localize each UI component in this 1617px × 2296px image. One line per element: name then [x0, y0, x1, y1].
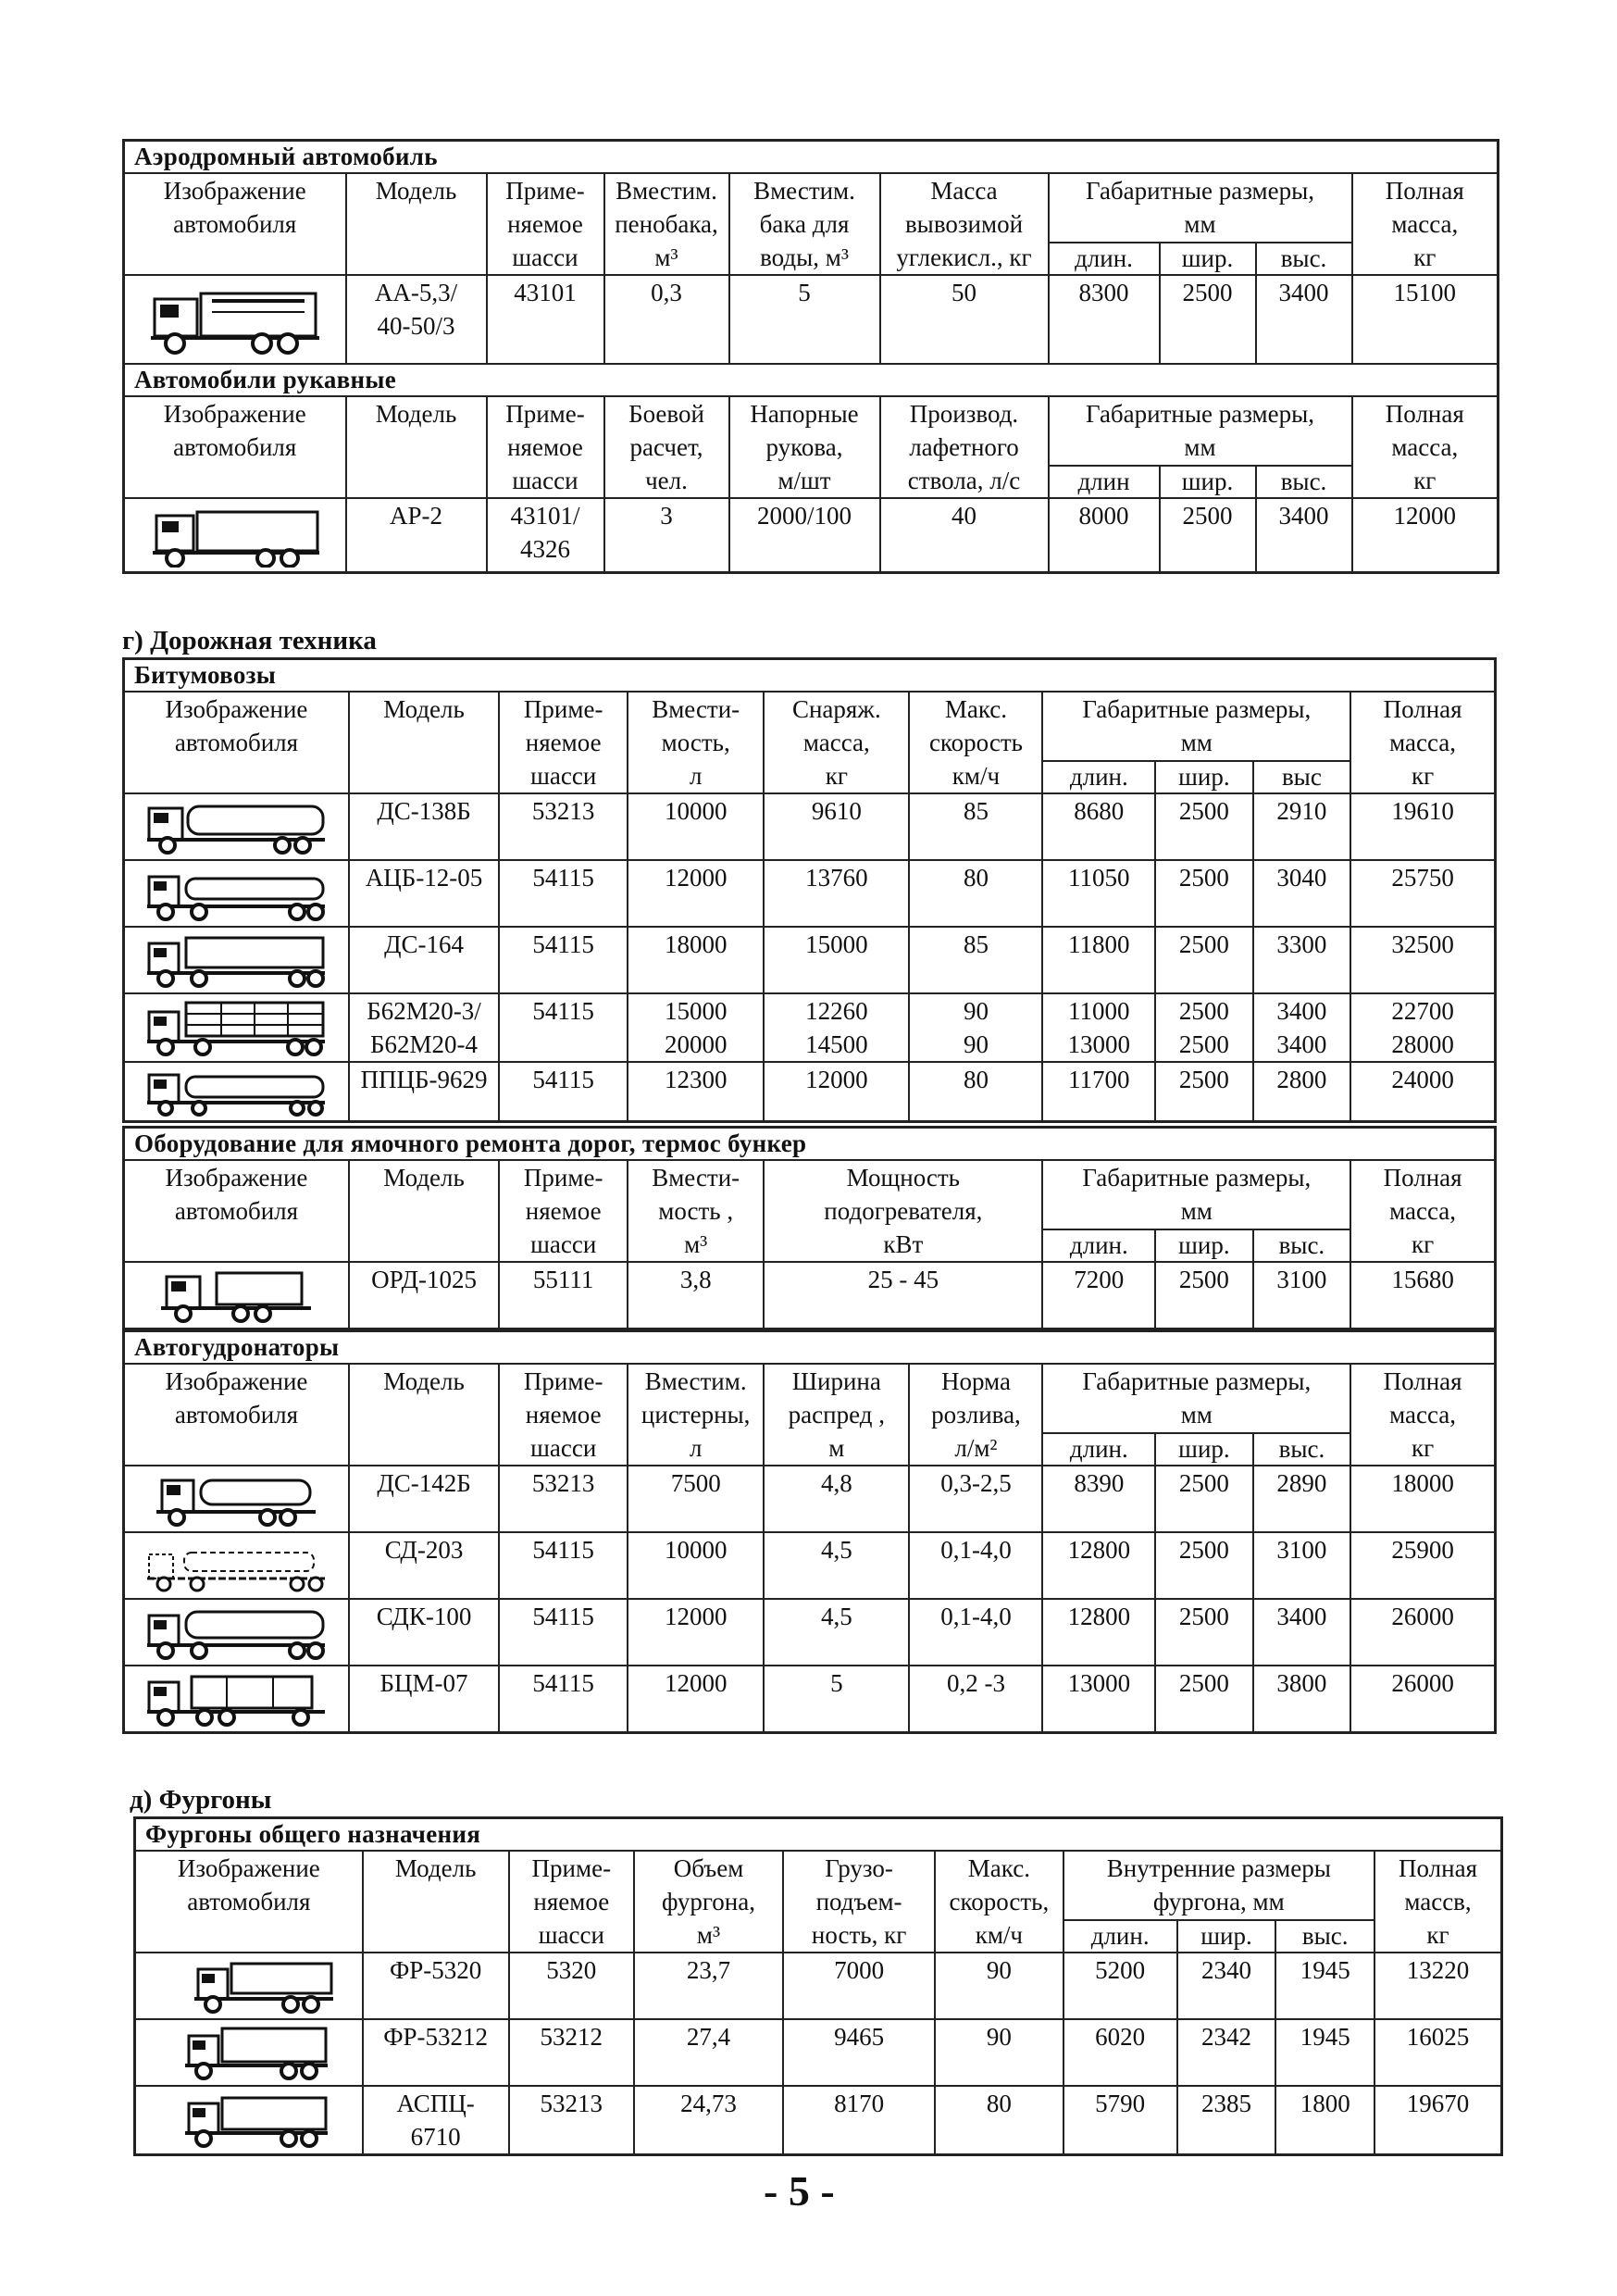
cell: 26000 [1350, 1666, 1495, 1732]
table-row [124, 993, 1496, 1062]
table-row [124, 1262, 1496, 1329]
table-row [124, 793, 1496, 860]
repair-table [122, 1126, 1497, 1330]
hydro-table [122, 1329, 1497, 1734]
table-row [135, 2086, 1502, 2155]
col-header: Изображение автомобиля [135, 1851, 363, 1953]
cell: ДС-142Б [349, 1466, 499, 1532]
cell: 0,3 [604, 275, 729, 364]
cell: 54115 [499, 860, 628, 927]
cell: 11050 [1042, 860, 1155, 927]
cell: 12800 [1042, 1532, 1155, 1599]
van-truck-icon [135, 2019, 363, 2086]
table-row [124, 860, 1496, 927]
cell: 80 [909, 1062, 1042, 1121]
cell: 13760 [764, 860, 909, 927]
cell: 3400 [1253, 1599, 1350, 1666]
cell: 2500 [1155, 1599, 1252, 1666]
cell: 13000 [1042, 1666, 1155, 1732]
cell: 15000 20000 [628, 993, 764, 1062]
dim-width: шир. [1155, 1433, 1252, 1466]
tanker-truck-icon [124, 793, 349, 860]
cell: 11800 [1042, 927, 1155, 993]
col-header: Изображение автомобиля [124, 1160, 349, 1262]
dim-length: длин. [1063, 1920, 1177, 1953]
col-header: Модель [346, 173, 487, 275]
cell: БЦМ-07 [349, 1666, 499, 1732]
tanker-truck-icon [124, 993, 349, 1062]
cell: 19670 [1374, 2086, 1501, 2155]
col-header-dims: Габаритные размеры, мм [1042, 1160, 1350, 1229]
col-header: Изображение автомобиля [124, 1364, 349, 1466]
dim-height: выс. [1253, 1229, 1350, 1262]
cell: 2500 [1155, 927, 1252, 993]
cell: 13220 [1374, 1953, 1501, 2019]
dim-height: выс. [1275, 1920, 1374, 1953]
col-header: Масса вывозимой углекисл., кг [880, 173, 1049, 275]
cell: 18000 [1350, 1466, 1495, 1532]
col-header: Изображение автомобиля [124, 396, 346, 498]
col-header: Полная масса, кг [1352, 173, 1499, 275]
col-header: Модель [349, 1364, 499, 1466]
road-table [122, 657, 1497, 1123]
cell: 2340 [1177, 1953, 1276, 2019]
cell: 55111 [499, 1262, 628, 1329]
cell: 80 [909, 860, 1042, 927]
cell: 80 [935, 2086, 1063, 2155]
cell: 3800 [1253, 1666, 1350, 1732]
cell: 3300 [1253, 927, 1350, 993]
col-header: Вместим. пенобака, м³ [604, 173, 729, 275]
cell: 2385 [1177, 2086, 1276, 2155]
cell: 90 [935, 1953, 1063, 2019]
cell: СДК-100 [349, 1599, 499, 1666]
cell: 1945 [1275, 1953, 1374, 2019]
cell: 2500 [1155, 1062, 1252, 1121]
cell: АЦБ-12-05 [349, 860, 499, 927]
cell: 85 [909, 793, 1042, 860]
cell: 2500 [1160, 498, 1256, 572]
cell: 26000 [1350, 1599, 1495, 1666]
cell: 54115 [499, 927, 628, 993]
cell: 23,7 [634, 1953, 783, 2019]
cell: 3100 [1253, 1532, 1350, 1599]
dim-width: шир. [1155, 1229, 1252, 1262]
dim-height: выс. [1256, 243, 1352, 275]
col-header: Боевой расчет, чел. [604, 396, 729, 498]
tanker-truck-icon [124, 1062, 349, 1121]
truck-icon [124, 275, 346, 364]
cell: 4,8 [764, 1466, 909, 1532]
section-title-road: г) Дорожная техника [122, 626, 377, 655]
cell: 5320 [509, 1953, 634, 2019]
cell: 5 [729, 275, 880, 364]
cell: 15000 [764, 927, 909, 993]
cell: 15100 [1352, 275, 1499, 364]
cell: 2500 [1155, 1666, 1252, 1732]
cell: 4,5 [764, 1599, 909, 1666]
cell: 18000 [628, 927, 764, 993]
dim-length: длин. [1042, 1229, 1155, 1262]
col-header: Приме- няемое шасси [509, 1851, 634, 1953]
col-header: Норма розлива, л/м² [909, 1364, 1042, 1466]
cell: 3400 [1256, 275, 1352, 364]
table-row [135, 2019, 1502, 2086]
cell: АСПЦ- 6710 [363, 2086, 509, 2155]
cell: 12000 [628, 1666, 764, 1732]
cell: ДС-138Б [349, 793, 499, 860]
vans-table [133, 1816, 1503, 2156]
cell: 54115 [499, 993, 628, 1062]
group-title: Аэродромный автомобиль [124, 141, 1499, 174]
cell: 5 [764, 1666, 909, 1732]
col-header: Полная массв, кг [1374, 1851, 1501, 1953]
dim-width: шир. [1160, 243, 1256, 275]
table-row [124, 1532, 1496, 1599]
col-header: Вместим. бака для воды, м³ [729, 173, 880, 275]
dim-length: длин [1049, 466, 1160, 498]
cell: 8170 [783, 2086, 935, 2155]
cell: 1800 [1275, 2086, 1374, 2155]
cell: 2500 2500 [1155, 993, 1252, 1062]
cell: 90 90 [909, 993, 1042, 1062]
group-title: Автогудронаторы [124, 1331, 1496, 1365]
cell: 7000 [783, 1953, 935, 2019]
cell: 8000 [1049, 498, 1160, 572]
cell: 53213 [499, 793, 628, 860]
cell: 0,3-2,5 [909, 1466, 1042, 1532]
cell: 24,73 [634, 2086, 783, 2155]
cell: 11700 [1042, 1062, 1155, 1121]
tanker-truck-icon [124, 1599, 349, 1666]
col-header-dims: Внутренние размеры фургона, мм [1063, 1851, 1374, 1920]
cell: 8300 [1049, 275, 1160, 364]
page-number: - 5 - [764, 2167, 835, 2215]
dim-length: длин. [1042, 1433, 1155, 1466]
dim-width: шир. [1177, 1920, 1276, 1953]
col-header: Приме- няемое шасси [487, 396, 604, 498]
dim-height: выс [1253, 761, 1350, 793]
col-header: Полная масса, кг [1350, 1364, 1495, 1466]
cell: 1945 [1275, 2019, 1374, 2086]
cell: 25900 [1350, 1532, 1495, 1599]
cell: 3 [604, 498, 729, 572]
cell: 2890 [1253, 1466, 1350, 1532]
cell: 2500 [1155, 1532, 1252, 1599]
cell: 8390 [1042, 1466, 1155, 1532]
cell: 0,2 -3 [909, 1666, 1042, 1732]
table-row [124, 1666, 1496, 1732]
cell: 3400 [1256, 498, 1352, 572]
table-row [124, 927, 1496, 993]
cell: 6020 [1063, 2019, 1177, 2086]
dim-height: выс. [1256, 466, 1352, 498]
truck-icon [124, 1262, 349, 1329]
dim-length: длин. [1049, 243, 1160, 275]
cell: 43101/ 4326 [487, 498, 604, 572]
col-header: Полная масса, кг [1350, 692, 1495, 793]
cell: 5200 [1063, 1953, 1177, 2019]
aero-table [122, 139, 1499, 574]
cell: 2500 [1155, 1262, 1252, 1329]
col-header: Приме- няемое шасси [499, 1364, 628, 1466]
cell: ППЦБ-9629 [349, 1062, 499, 1121]
group-title: Оборудование для ямочного ремонта дорог, термос бункер [124, 1128, 1496, 1161]
cell: 54115 [499, 1666, 628, 1732]
cell: ОРД-1025 [349, 1262, 499, 1329]
cell: 4,5 [764, 1532, 909, 1599]
col-header: Мощность подогревателя, кВт [764, 1160, 1042, 1262]
cell: 2910 [1253, 793, 1350, 860]
cell: 9610 [764, 793, 909, 860]
col-header: Полная масса, кг [1352, 396, 1499, 498]
cell: 53213 [499, 1466, 628, 1532]
cell: 10000 [628, 793, 764, 860]
col-header: Макс. скорость км/ч [909, 692, 1042, 793]
col-header-dims: Габаритные размеры, мм [1042, 692, 1350, 761]
col-header: Снаряж. масса, кг [764, 692, 909, 793]
cell: 43101 [487, 275, 604, 364]
col-header: Приме- няемое шасси [487, 173, 604, 275]
cell: 16025 [1374, 2019, 1501, 2086]
col-header: Модель [349, 692, 499, 793]
tanker-truck-icon [124, 927, 349, 993]
cell: 2800 [1253, 1062, 1350, 1121]
cell: СД-203 [349, 1532, 499, 1599]
tanker-truck-icon [124, 1666, 349, 1732]
col-header: Изображение автомобиля [124, 173, 346, 275]
col-header: Вмести- мость , м³ [628, 1160, 764, 1262]
col-header: Вмести- мость, л [628, 692, 764, 793]
cell: 90 [935, 2019, 1063, 2086]
cell: 15680 [1350, 1262, 1495, 1329]
cell: 12300 [628, 1062, 764, 1121]
col-header-dims: Габаритные размеры, мм [1049, 173, 1352, 243]
truck-icon [124, 498, 346, 572]
tanker-truck-icon [124, 1466, 349, 1532]
table-row [124, 1599, 1496, 1666]
cell: 2500 [1160, 275, 1256, 364]
table-row [135, 1953, 1502, 2019]
cell: 11000 13000 [1042, 993, 1155, 1062]
van-truck-icon [135, 1953, 363, 2019]
cell: 12800 [1042, 1599, 1155, 1666]
cell: 10000 [628, 1532, 764, 1599]
group-title: Битумовозы [124, 659, 1496, 693]
cell: 19610 [1350, 793, 1495, 860]
col-header-dims: Габаритные размеры, мм [1042, 1364, 1350, 1433]
col-header: Объем фургона, м³ [634, 1851, 783, 1953]
cell: ФР-5320 [363, 1953, 509, 2019]
cell: 12000 [1352, 498, 1499, 572]
col-header: Макс. скорость, км/ч [935, 1851, 1063, 1953]
cell: 12000 [628, 860, 764, 927]
table-row [124, 1062, 1496, 1121]
dim-width: шир. [1160, 466, 1256, 498]
cell: 8680 [1042, 793, 1155, 860]
col-header: Грузо- подъем- ность, кг [783, 1851, 935, 1953]
col-header: Производ. лафетного ствола, л/с [880, 396, 1049, 498]
table-row [124, 275, 1499, 364]
cell: 9465 [783, 2019, 935, 2086]
cell: АР-2 [346, 498, 487, 572]
cell: 0,1-4,0 [909, 1599, 1042, 1666]
cell: 5790 [1063, 2086, 1177, 2155]
col-header: Приме- няемое шасси [499, 692, 628, 793]
col-header: Ширина распред , м [764, 1364, 909, 1466]
cell: 54115 [499, 1532, 628, 1599]
cell: 53213 [509, 2086, 634, 2155]
cell: 3400 3400 [1253, 993, 1350, 1062]
dim-length: длин. [1042, 761, 1155, 793]
tanker-truck-icon [124, 860, 349, 927]
group-title: Автомобили рукавные [124, 364, 1499, 396]
cell: 54115 [499, 1599, 628, 1666]
cell: 3100 [1253, 1262, 1350, 1329]
cell: ФР-53212 [363, 2019, 509, 2086]
cell: 54115 [499, 1062, 628, 1121]
cell: 85 [909, 927, 1042, 993]
cell: 2500 [1155, 793, 1252, 860]
cell: 50 [880, 275, 1049, 364]
cell: 7500 [628, 1466, 764, 1532]
col-header: Вместим. цистерны, л [628, 1364, 764, 1466]
cell: АА-5,3/ 40-50/3 [346, 275, 487, 364]
cell: 2500 [1155, 1466, 1252, 1532]
cell: 2342 [1177, 2019, 1276, 2086]
cell: 3,8 [628, 1262, 764, 1329]
cell: 27,4 [634, 2019, 783, 2086]
cell: 12000 [628, 1599, 764, 1666]
cell: 0,1-4,0 [909, 1532, 1042, 1599]
tanker-truck-icon [124, 1532, 349, 1599]
cell: 7200 [1042, 1262, 1155, 1329]
section-title-vans: д) Фургоны [130, 1785, 272, 1815]
col-header-dims: Габаритные размеры, мм [1049, 396, 1352, 466]
cell: 25750 [1350, 860, 1495, 927]
cell: 32500 [1350, 927, 1495, 993]
col-header: Приме- няемое шасси [499, 1160, 628, 1262]
col-header: Модель [349, 1160, 499, 1262]
table-row [124, 498, 1499, 572]
cell: 2000/100 [729, 498, 880, 572]
col-header: Модель [363, 1851, 509, 1953]
cell: 12260 14500 [764, 993, 909, 1062]
van-truck-icon [135, 2086, 363, 2155]
dim-width: шир. [1155, 761, 1252, 793]
col-header: Модель [346, 396, 487, 498]
cell: ДС-164 [349, 927, 499, 993]
table-row [124, 1466, 1496, 1532]
cell: 40 [880, 498, 1049, 572]
cell: 53212 [509, 2019, 634, 2086]
cell: 22700 28000 [1350, 993, 1495, 1062]
cell: 2500 [1155, 860, 1252, 927]
group-title: Фургоны общего назначения [135, 1818, 1502, 1852]
cell: 3040 [1253, 860, 1350, 927]
col-header: Напорные рукова, м/шт [729, 396, 880, 498]
col-header: Полная масса, кг [1350, 1160, 1495, 1262]
cell: 25 - 45 [764, 1262, 1042, 1329]
cell: 12000 [764, 1062, 909, 1121]
dim-height: выс. [1253, 1433, 1350, 1466]
cell: 24000 [1350, 1062, 1495, 1121]
cell: Б62М20-3/ Б62М20-4 [349, 993, 499, 1062]
col-header: Изображение автомобиля [124, 692, 349, 793]
